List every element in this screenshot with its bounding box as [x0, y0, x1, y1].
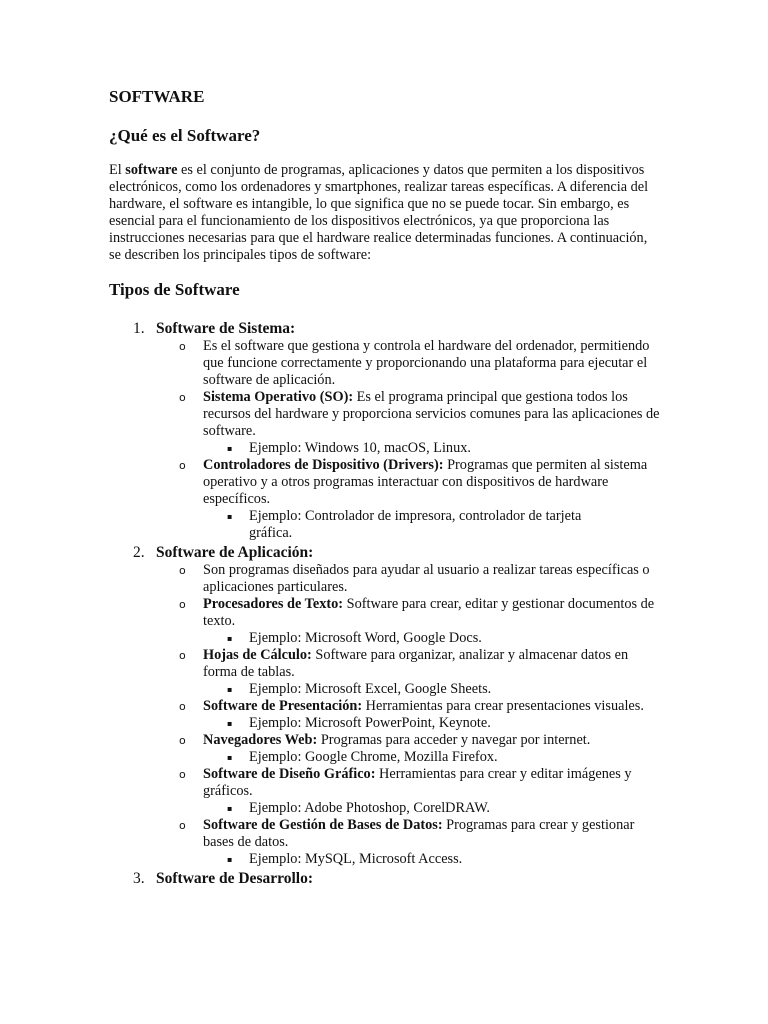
- square-bullet-icon: ▪: [227, 719, 233, 728]
- square-bullet-icon: ▪: [227, 804, 233, 813]
- example-list: [203, 630, 661, 647]
- intro-bold-term: software: [125, 162, 178, 178]
- item-term: Software de Gestión de Bases de Datos:: [203, 817, 443, 833]
- list-item-system-software: [109, 319, 661, 542]
- example-item: [109, 749, 613, 766]
- item-term: Software de Diseño Gráfico:: [203, 766, 376, 782]
- example-text: Ejemplo: Microsoft Word, Google Docs.: [249, 630, 482, 646]
- example-item: [109, 440, 613, 457]
- example-list: [203, 851, 661, 868]
- example-item: [109, 681, 613, 698]
- item-text: Son programas diseñados para ayudar al usuario a realizar tareas específicas o aplicaciones particulares.: [203, 562, 650, 595]
- list-item: [109, 817, 661, 868]
- section-title: Software de Desarrollo:: [156, 870, 313, 887]
- what-is-software-heading: ¿Qué es el Software?: [109, 126, 261, 145]
- example-item: [109, 800, 613, 817]
- square-bullet-icon: ▪: [227, 634, 233, 643]
- list-item: [109, 389, 661, 457]
- square-bullet-icon: ▪: [227, 685, 233, 694]
- square-bullet-icon: ▪: [227, 444, 233, 453]
- circle-bullet-icon: o: [179, 819, 186, 832]
- sub-list: [109, 562, 661, 868]
- example-text: Ejemplo: Controlador de impresora, controlador de tarjeta gráfica.: [249, 508, 582, 541]
- circle-bullet-icon: o: [179, 340, 186, 353]
- intro-paragraph: [109, 162, 657, 264]
- circle-bullet-icon: o: [179, 768, 186, 781]
- example-text: Ejemplo: Microsoft Excel, Google Sheets.: [249, 681, 492, 697]
- list-number: 3.: [133, 870, 145, 887]
- list-item: [109, 732, 661, 766]
- section-heading: [109, 319, 661, 338]
- list-item: [109, 647, 661, 698]
- item-term: Procesadores de Texto:: [203, 596, 344, 612]
- example-item: [109, 851, 613, 868]
- intro-text: es el conjunto de programas, aplicaciones y datos que permiten a los dispositivos electrónicos, como los ordenadores y smartphones, realizar tareas específicas. A diferencia del hardware, el software es intangible, lo que significa que no se puede tocar. Sin embargo, es esencial para el funcionamiento de los dispositivos electrónicos, ya que proporciona las instrucciones necesarias para que el hardware realice determinadas funciones. A continuación, se describen los principales tipos de software:: [109, 162, 649, 263]
- item-text: Software para organizar, analizar y almacenar datos en forma de tablas.: [203, 647, 629, 680]
- list-number: 2.: [133, 544, 145, 561]
- item-text: Programas que permiten al sistema operativo y a otros programas interactuar con dispositivos de hardware específicos.: [203, 457, 648, 507]
- list-item: [109, 596, 661, 647]
- circle-bullet-icon: o: [179, 598, 186, 611]
- item-text: Herramientas para crear presentaciones visuales.: [362, 698, 644, 714]
- item-text: Programas para crear y gestionar bases de datos.: [203, 817, 635, 850]
- intro-prefix: El: [109, 162, 126, 178]
- list-item: [109, 766, 661, 817]
- list-item: [109, 338, 661, 389]
- example-text: Ejemplo: MySQL, Microsoft Access.: [249, 851, 463, 867]
- section-heading: [109, 869, 661, 888]
- example-list: [203, 681, 661, 698]
- list-item: [109, 698, 661, 732]
- item-text: Programas para acceder y navegar por internet.: [317, 732, 591, 748]
- list-item: [109, 562, 661, 596]
- section-heading: [109, 543, 661, 562]
- square-bullet-icon: ▪: [227, 753, 233, 762]
- item-term: Software de Presentación:: [203, 698, 363, 714]
- item-term: Navegadores Web:: [203, 732, 318, 748]
- document-page: [109, 86, 661, 888]
- item-term: Sistema Operativo (SO):: [203, 389, 354, 405]
- list-item: [109, 457, 661, 542]
- item-text: Es el programa principal que gestiona todos los recursos del hardware y proporciona servicios comunes para las aplicaciones de software.: [203, 389, 660, 439]
- example-text: Ejemplo: Adobe Photoshop, CorelDRAW.: [249, 800, 490, 816]
- list-item-application-software: [109, 543, 661, 868]
- example-list: [203, 715, 661, 732]
- circle-bullet-icon: o: [179, 564, 186, 577]
- circle-bullet-icon: o: [179, 459, 186, 472]
- example-text: Ejemplo: Google Chrome, Mozilla Firefox.: [249, 749, 498, 765]
- example-text: Ejemplo: Windows 10, macOS, Linux.: [249, 440, 471, 456]
- example-text: Ejemplo: Microsoft PowerPoint, Keynote.: [249, 715, 491, 731]
- item-term: Hojas de Cálculo:: [203, 647, 312, 663]
- example-list: [203, 800, 661, 817]
- square-bullet-icon: ▪: [227, 512, 233, 521]
- item-term: Controladores de Dispositivo (Drivers):: [203, 457, 444, 473]
- example-list: [203, 508, 661, 542]
- example-item: [109, 630, 613, 647]
- software-types-list: [109, 319, 661, 888]
- example-list: [203, 749, 661, 766]
- circle-bullet-icon: o: [179, 649, 186, 662]
- circle-bullet-icon: o: [179, 391, 186, 404]
- example-list: [203, 440, 661, 457]
- document-title: SOFTWARE: [109, 87, 205, 106]
- section-title: Software de Sistema:: [156, 320, 296, 337]
- square-bullet-icon: ▪: [227, 855, 233, 864]
- software-types-heading: Tipos de Software: [109, 280, 240, 299]
- example-item: [109, 715, 613, 732]
- sub-list: [109, 338, 661, 542]
- item-text: Es el software que gestiona y controla el hardware del ordenador, permitiendo que funcione correctamente y proporcionando una plataforma para ejecutar el software de aplicación.: [203, 338, 650, 388]
- list-number: 1.: [133, 320, 145, 337]
- circle-bullet-icon: o: [179, 734, 186, 747]
- example-item: [109, 508, 613, 542]
- item-text: Herramientas para crear y editar imágenes y gráficos.: [203, 766, 632, 799]
- list-item-development-software: [109, 869, 661, 888]
- circle-bullet-icon: o: [179, 700, 186, 713]
- section-title: Software de Aplicación:: [156, 544, 314, 561]
- item-text: Software para crear, editar y gestionar documentos de texto.: [203, 596, 655, 629]
